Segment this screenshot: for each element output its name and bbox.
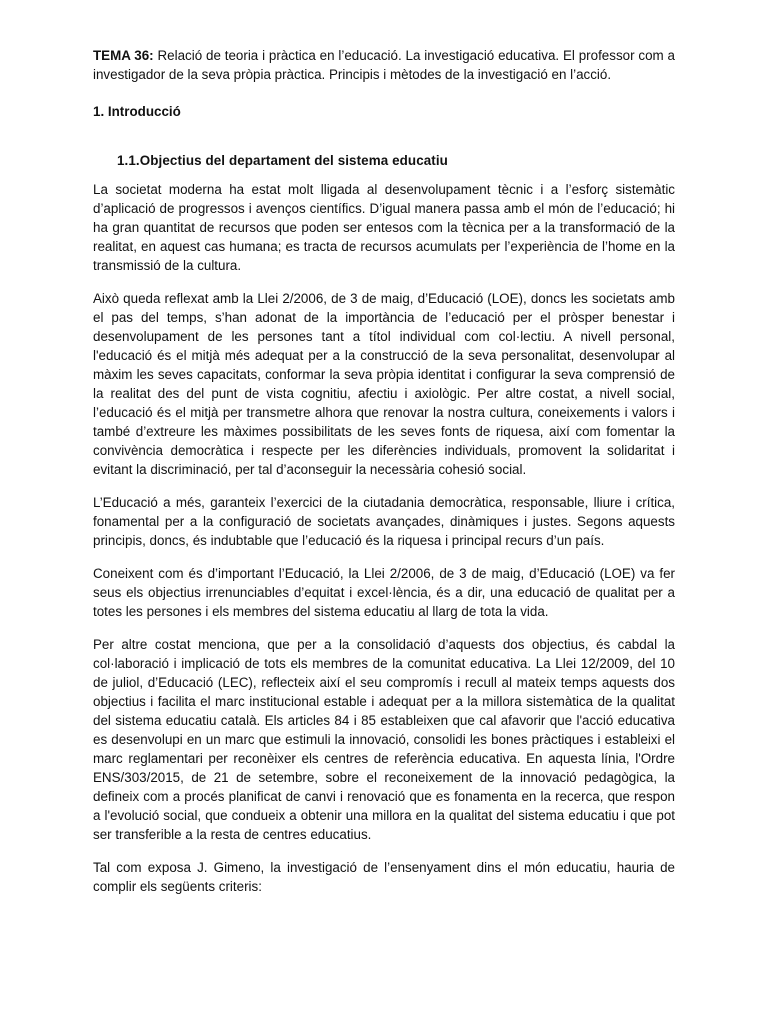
paragraph: Per altre costat menciona, que per a la consolidació d’aquests dos objectius, és cabdal la col·laboració i implicació de tots els membres de la comunitat educativa. La Llei 12/2009, del 10 de juliol, d’Educació (LEC), reflecteix així el seu compromís i recull al mateix temps aquests dos objectius i facilita el marc institucional estable i adequat per a la millora sistemàtica de la qualitat del sistema educatiu català. Els articles 84 i 85 estableixen que cal afavorir que l'acció educativa es desenvolupi en un marc que estimuli la innovació, consolidi les bones pràctiques i estableixi el marc reglamentari per reconèixer els centres de referència educativa. En aquesta línia, l'Ordre ENS/303/2015, de 21 de setembre, sobre el reconeixement de la innovació pedagògica, la defineix com a procés planificat de canvi i renovació que es fonamenta en la recerca, que respon a l'evolució social, que condueix a obtenir una millora en la qualitat del sistema educatiu i que pot ser transferible a la resta de centres educatius. <box>93 637 675 842</box>
subsection-heading: 1.1.Objectius del departament del sistema educatiu <box>117 153 448 168</box>
section-heading: 1. Introducció <box>93 104 181 119</box>
document-page <box>93 46 675 896</box>
paragraph: Això queda reflexat amb la Llei 2/2006, de 3 de maig, d’Educació (LOE), doncs les societats amb el pas del temps, s’han adonat de la importància de l’educació per el pròsper benestar i desenvolupament de les persones tant a títol individual com col·lectiu. A nivell personal, l'educació és el mitjà més adequat per a la construcció de la seva personalitat, desenvolupar al màxim les seves capacitats, conformar la seva pròpia identitat i configurar la seva comprensió de la realitat des del punt de vista cognitiu, afectiu i axiològic. Per altre costat, a nivell social, l’educació és el mitjà per transmetre alhora que renovar la nostra cultura, coneixements i valors i també d’extreure les màximes possibilitats de les seves fonts de riquesa, així com fomentar la convivència democràtica i respecte per les diferències individuals, promovent la solidaritat i evitant la discriminació, per tal d’aconseguir la necessària cohesió social. <box>93 291 675 477</box>
document-title <box>93 46 675 84</box>
paragraph: La societat moderna ha estat molt lligada al desenvolupament tècnic i a l’esforç sistemàtic d’aplicació de progressos i avenços científics. D’igual manera passa amb el món de l’educació; hi ha gran quantitat de recursos que poden ser entesos com la tècnica per a la transformació de la realitat, en aquest cas humana; es tracta de recursos acumulats per l’experiència de l’home en la transmissió de la cultura. <box>93 182 675 273</box>
tema-label: TEMA 36: <box>93 48 154 63</box>
paragraph: Tal com exposa J. Gimeno, la investigació de l’ensenyament dins el món educatiu, hauria de complir els següents criteris: <box>93 860 675 894</box>
tema-text: Relació de teoria i pràctica en l’educació. La investigació educativa. El professor com a investigador de la seva pròpia pràctica. Principis i mètodes de la investigació en l’acció. <box>93 48 675 82</box>
paragraph: L’Educació a més, garanteix l’exercici de la ciutadania democràtica, responsable, lliure i crítica, fonamental per a la configuració de societats avançades, dinàmiques i justes. Segons aquests principis, doncs, és indubtable que l’educació és la riquesa i principal recurs d’un país. <box>93 495 675 548</box>
paragraph: Coneixent com és d’important l’Educació, la Llei 2/2006, de 3 de maig, d’Educació (LOE) va fer seus els objectius irrenunciables d’equitat i excel·lència, és a dir, una educació de qualitat per a totes les persones i els membres del sistema educatiu al llarg de tota la vida. <box>93 566 675 619</box>
